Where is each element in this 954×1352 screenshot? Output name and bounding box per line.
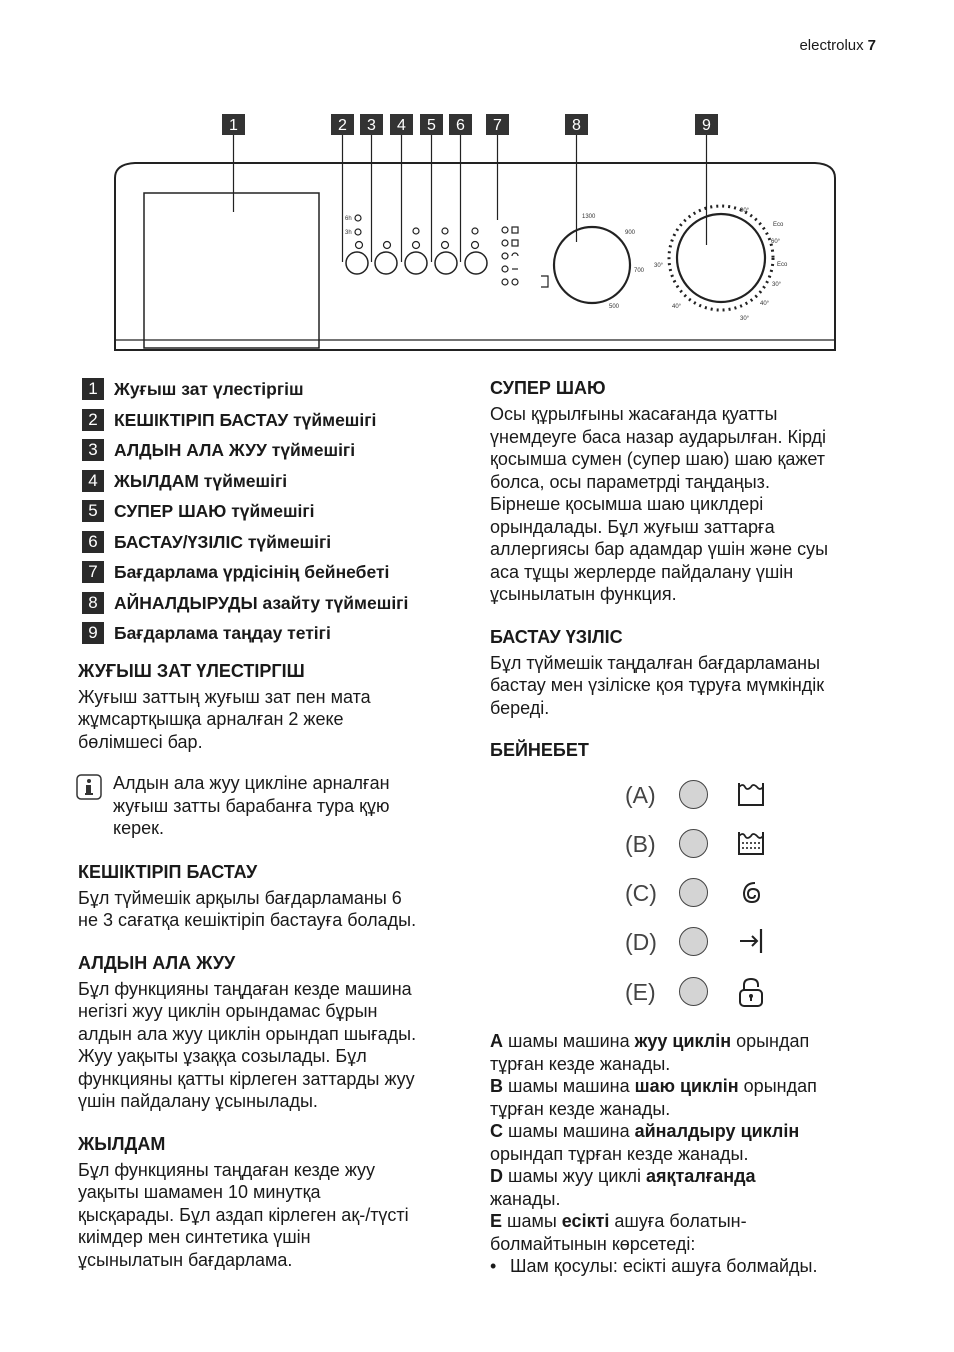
lamp-row-a: (A) (625, 780, 765, 810)
svg-text:4: 4 (397, 117, 406, 134)
lamp-desc-c: C шамы машина айналдыру циклін (490, 1121, 800, 1141)
section-title: ЖЫЛДАМ (78, 1133, 166, 1154)
svg-text:9: 9 (702, 117, 711, 134)
spin-icon (735, 877, 767, 907)
section-title: АЛДЫН АЛА ЖУУ (78, 952, 236, 973)
right-column (490, 376, 890, 1278)
rinse-icon (735, 828, 767, 858)
page-number: 7 (867, 37, 876, 54)
legend-item: 4 ЖЫЛДАМ түймешігі (82, 466, 482, 497)
spin-900: 900 (625, 230, 636, 236)
legend-item: 1 Жуғыш зат үлестіргіш (82, 374, 482, 405)
callout-6 (449, 114, 472, 135)
callout-5 (420, 114, 443, 135)
legend-item: 8 АЙНАЛДЫРУДЫ азайту түймешігі (82, 588, 482, 619)
info-icon (76, 774, 102, 800)
section-delay: КЕШІКТІРІП БАСТАУ Бұл түймешік арқылы бағдарламаны 6 не 3 сағатқа кешіктіріп бастауға болады. (78, 860, 482, 932)
section-quick: ЖЫЛДАМ Бұл функцияны таңдаған кезде жуу уақыты шамамен 10 минутқа қысқарады. Бұл аздап кірлеген ақ-/түсті киімдер мен синтетика үшін ұсынылатын бағдарлама. (78, 1132, 482, 1272)
legend-item: 5 СУПЕР ШАЮ түймешігі (82, 496, 482, 527)
control-panel-diagram (0, 0, 954, 360)
callout-7 (486, 114, 509, 135)
brand-name: electrolux (799, 37, 864, 54)
callout-1 (222, 114, 245, 135)
section-start-pause: БАСТАУ ҮЗІЛІС Бұл түймешік таңдалған бағдарламаны бастау мен үзіліске қоя тұруға мүмкіндік береді. (490, 625, 890, 720)
wash-icon (735, 779, 767, 809)
section-prewash: АЛДЫН АЛА ЖУУ Бұл функцияны таңдаған кезде машина негізгі жуу циклін орындамас бұрын алдын ала жуу циклін орындап шығады. Жуу уақыты ұзаққа созылады. Бұл функцияны қатты кірлеген заттарды жуу үшін пайдалану ұсынылады. (78, 951, 482, 1113)
prog-60: 60° (771, 239, 781, 245)
legend-item: 9 Бағдарлама таңдау тетігі (82, 618, 482, 649)
prog-30-bottom: 30° (740, 316, 750, 322)
prog-30-right: 30° (772, 282, 782, 288)
bullet-item: • Шам қосулы: есікті ашуға болмайды. (490, 1256, 818, 1276)
left-column (78, 374, 482, 1290)
prog-90: 90° (740, 208, 750, 214)
eco-label-1: Eco (773, 222, 784, 228)
indicator-lamp (679, 780, 708, 809)
lamp-desc-d: D шамы жуу циклі аяқталғанда (490, 1166, 756, 1186)
door-lock-icon (735, 976, 767, 1008)
callout-8 (565, 114, 588, 135)
indicator-lamp (679, 977, 708, 1006)
section-dispenser: ЖУҒЫШ ЗАТ ҮЛЕСТІРГІШ Жуғыш заттың жуғыш зат пен мата жұмсартқышқа арналған 2 жеке бөлімшесі бар. (78, 659, 482, 754)
svg-text:7: 7 (493, 117, 502, 134)
eco-label-2: Eco (777, 262, 788, 268)
lamp-desc-a: A шамы машина жуу циклін орындап (490, 1031, 810, 1051)
svg-text:3: 3 (367, 117, 376, 134)
spin-500: 500 (609, 304, 620, 310)
lamp-diagram (490, 780, 890, 1030)
spin-1300: 1300 (582, 214, 596, 220)
section-super-rinse: СУПЕР ШАЮ Осы құрылғыны жасағанда қуатты үнемдеуге баса назар аударылған. Кірді қосымша сумен (супер шаю) шаю қажет болса, осы параметрді таңдаңыз. Бірнеше қосымша шаю циклдері орындалады. Бұл жуғыш заттарға аллергиясы бар адамдар үшін және суы аса тұщы жерлерде пайдалану үшін ұсынылатын функция. (490, 376, 890, 606)
svg-text:5: 5 (427, 117, 436, 134)
prog-40-left: 40° (672, 304, 682, 310)
section-title: ЖУҒЫШ ЗАТ ҮЛЕСТІРГІШ (78, 660, 305, 681)
indicator-lamp (679, 927, 708, 956)
legend-item: 2 КЕШІКТІРІП БАСТАУ түймешігі (82, 405, 482, 436)
callout-9 (695, 114, 718, 135)
section-title-display: БЕЙНЕБЕТ (490, 740, 589, 760)
section-title: КЕШІКТІРІП БАСТАУ (78, 861, 258, 882)
callout-3 (360, 114, 383, 135)
lamp-desc-e: E шамы есікті ашуға болатын- (490, 1211, 747, 1231)
svg-text:2: 2 (338, 117, 347, 134)
lamp-desc-b: B шамы машина шаю циклін орындап (490, 1076, 817, 1096)
lamp-descriptions: A шамы машина жуу циклін орындап тұрған кезде жанады. B шамы машина шаю циклін орындап тұрған кезде жанады. C шамы машина айналдыру циклін орындап тұрған кезде жанады. D шамы жуу циклі аяқталғанда жанады. E шамы есікті ашуға болатын- болмайтынын көрсетеді: • Шам қосулы: есікті ашуға болмайды. (490, 1030, 890, 1278)
spin-700: 700 (634, 268, 645, 274)
lamp-row-b: (B) (625, 829, 765, 859)
prog-40-right: 40° (760, 301, 770, 307)
legend-item: 7 Бағдарлама үрдісінің бейнебеті (82, 557, 482, 588)
section-title: СУПЕР ШАЮ (490, 378, 606, 398)
svg-text:6: 6 (456, 117, 465, 134)
time-6h: 6h (345, 216, 352, 222)
legend-item: 3 АЛДЫН АЛА ЖУУ түймешігі (82, 435, 482, 466)
svg-text:8: 8 (572, 117, 581, 134)
time-3h: 3h (345, 230, 352, 236)
indicator-lamp (679, 829, 708, 858)
indicator-lamp (679, 878, 708, 907)
callout-2 (331, 114, 354, 135)
section-title: БАСТАУ ҮЗІЛІС (490, 626, 623, 647)
lamp-row-e: (E) (625, 977, 765, 1007)
legend-item: 6 БАСТАУ/ҮЗІЛІС түймешігі (82, 527, 482, 558)
end-icon (735, 926, 767, 956)
lamp-row-c: (C) (625, 878, 765, 908)
prog-30-left: 30° (654, 263, 664, 269)
lamp-row-d: (D) (625, 927, 765, 957)
callout-4 (390, 114, 413, 135)
svg-text:1: 1 (229, 117, 238, 134)
legend-list (82, 374, 482, 649)
info-note: Алдын ала жуу цикліне арналған жуғыш затты барабанға тура құю керек. (76, 772, 482, 840)
